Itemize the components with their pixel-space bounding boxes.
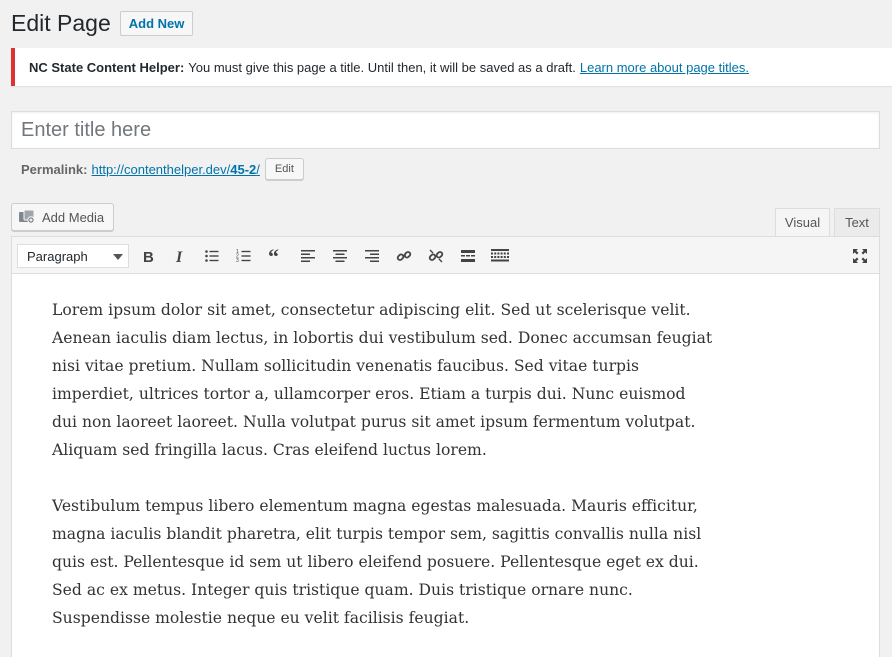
add-media-label: Add Media — [42, 209, 105, 225]
bullet-list-icon — [204, 248, 220, 264]
italic-button[interactable] — [169, 245, 191, 267]
learn-more-link[interactable]: Learn more about page titles. — [579, 59, 749, 75]
add-media-button[interactable] — [11, 203, 114, 231]
svg-text:“: “ — [268, 248, 279, 264]
content-paragraph: Vestibulum tempus libero elementum magna egestas malesuada. Mauris efficitur, magna iaculis blandit pharetra, elit turpis tempor sem, sagittis convallis nulla nisl quis est. Pellentesque id sem ut libero eleifend posuere. Pellentesque eget ex dui. Sed ac ex metus. Integer quis tristique quam. Duis tristique ornare nunc. Suspendisse molestie neque eu velit facilisis feugiat. — [52, 497, 702, 627]
editor-content[interactable] — [12, 274, 879, 632]
align-right-icon — [364, 248, 380, 264]
fullscreen-icon — [852, 248, 868, 264]
page-heading — [11, 10, 193, 37]
align-left-button[interactable] — [297, 245, 319, 267]
svg-text:B: B — [143, 249, 154, 264]
tab-text[interactable]: Text — [834, 208, 880, 237]
numbered-list-icon — [236, 248, 252, 264]
link-icon — [396, 248, 412, 264]
error-notice — [11, 48, 892, 86]
editor-toolbar — [12, 237, 879, 274]
read-more-icon — [460, 248, 476, 264]
align-center-button[interactable] — [329, 245, 351, 267]
align-right-button[interactable] — [361, 245, 383, 267]
align-center-icon — [332, 248, 348, 264]
blockquote-button[interactable] — [265, 245, 287, 267]
content-paragraph: Lorem ipsum dolor sit amet, consectetur adipiscing elit. Sed ut scelerisque velit. Aenean iaculis diam lectus, in lobortis dui vestibulum sed. Donec accumsan feugiat nisi vitae pretium. Nullam sollicitudin venenatis faucibus. Sed vitae turpis imperdiet, ultrices tortor a, ullamcorper eros. Etiam a turpis dui. Nunc euismod dui non laoreet laoreet. Nulla volutpat purus sit amet ipsum fermentum volutpat. Aliquam sed fringilla lacus. Cras eleifend luctus lorem. — [52, 301, 713, 459]
svg-text:2: 2 — [236, 253, 239, 260]
notice-message: You must give this page a title. Until then, it will be saved as a draft. — [188, 59, 576, 75]
numbered-list-button[interactable] — [233, 245, 255, 267]
link-button[interactable] — [393, 245, 415, 267]
add-new-button[interactable]: Add New — [120, 11, 194, 36]
svg-text:3: 3 — [236, 258, 239, 264]
align-left-icon — [300, 248, 316, 264]
page-title: Edit Page — [11, 10, 111, 36]
bullet-list-button[interactable] — [201, 245, 223, 267]
fullscreen-button[interactable] — [849, 245, 871, 267]
italic-icon — [172, 248, 188, 264]
bold-button[interactable] — [137, 245, 159, 267]
permalink-slug: 45-2 — [230, 161, 257, 177]
edit-permalink-button[interactable]: Edit — [265, 158, 304, 180]
svg-text:1: 1 — [236, 249, 239, 255]
permalink-link[interactable]: http://contenthelper.dev/45-2/ — [91, 161, 260, 177]
unlink-button[interactable] — [425, 245, 447, 267]
permalink-row — [21, 158, 304, 180]
unlink-icon — [428, 248, 444, 264]
media-icon — [18, 209, 36, 225]
svg-text:I: I — [176, 249, 183, 264]
notice-source: NC State Content Helper: — [29, 59, 185, 75]
permalink-label: Permalink: — [21, 161, 88, 177]
title-input[interactable] — [11, 111, 880, 149]
format-select[interactable] — [17, 244, 129, 268]
chevron-down-icon — [113, 254, 123, 260]
tab-visual[interactable]: Visual — [775, 208, 830, 237]
blockquote-icon — [268, 248, 284, 264]
toolbar-toggle-icon — [491, 248, 509, 264]
read-more-button[interactable] — [457, 245, 479, 267]
toolbar-toggle-button[interactable] — [489, 245, 511, 267]
format-value: Paragraph — [27, 248, 88, 264]
title-placeholder: Enter title here — [21, 118, 152, 141]
bold-icon — [140, 248, 156, 264]
editor — [11, 236, 880, 657]
